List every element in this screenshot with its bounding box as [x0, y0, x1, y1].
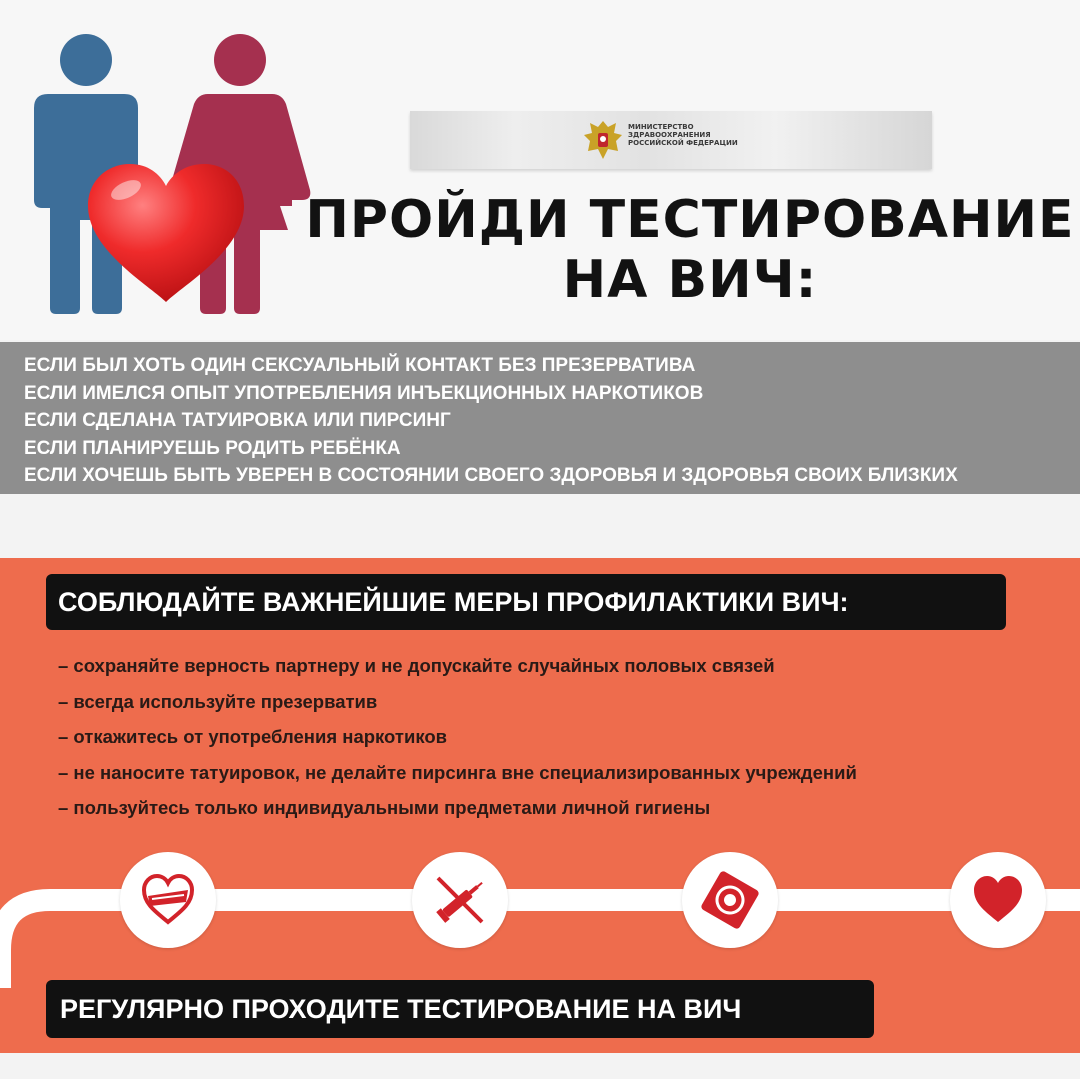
- page-title: [300, 190, 1080, 310]
- ministry-logo-banner: [410, 111, 932, 169]
- condom-circle: [682, 852, 778, 948]
- condition-item: ЕСЛИ СДЕЛАНА ТАТУИРОВКА ИЛИ ПИРСИНГ: [24, 410, 451, 431]
- coat-of-arms-icon: [578, 115, 628, 165]
- title-line-1: ПРОЙДИ ТЕСТИРОВАНИЕ: [305, 190, 1075, 250]
- condition-item: ЕСЛИ ХОЧЕШЬ БЫТЬ УВЕРЕН В СОСТОЯНИИ СВОЕГО ЗДОРОВЬЯ И ЗДОРОВЬЯ СВОИХ БЛИЗКИХ: [24, 465, 958, 486]
- condition-item: ЕСЛИ БЫЛ ХОТЬ ОДИН СЕКСУАЛЬНЫЙ КОНТАКТ БЕЗ ПРЕЗЕРВАТИВА: [24, 355, 696, 376]
- ministry-name: [628, 123, 788, 147]
- condition-item: ЕСЛИ ИМЕЛСЯ ОПЫТ УПОТРЕБЛЕНИЯ ИНЪЕКЦИОННЫХ НАРКОТИКОВ: [24, 382, 704, 404]
- title-line-2: НА ВИЧ:: [562, 250, 818, 310]
- condom-icon: [700, 870, 760, 930]
- testing-call-to-action: РЕГУЛЯРНО ПРОХОДИТЕ ТЕСТИРОВАНИЕ НА ВИЧ: [46, 980, 874, 1038]
- prevention-item: – откажитесь от употребления наркотиков: [58, 726, 448, 747]
- prevention-item: – сохраняйте верность партнеру и не допускайте случайных половых связей: [58, 655, 775, 676]
- couple-illustration: [30, 30, 320, 320]
- prevention-list: [58, 648, 1068, 826]
- crossed-syringe-icon: [430, 870, 490, 930]
- prevention-heading: СОБЛЮДАЙТЕ ВАЖНЕЙШИЕ МЕРЫ ПРОФИЛАКТИКИ ВИЧ:: [46, 574, 1006, 630]
- conditions-list: [0, 342, 1080, 490]
- ministry-line-2: ЗДРАВООХРАНЕНИЯ: [628, 131, 711, 139]
- heart-circle: [950, 852, 1046, 948]
- heart-ribbon-circle: [120, 852, 216, 948]
- bottom-margin: [0, 1053, 1080, 1079]
- heart-ribbon-icon: [138, 870, 198, 930]
- syringe-circle: [412, 852, 508, 948]
- conditions-band: [0, 342, 1080, 494]
- heart-icon: [968, 870, 1028, 930]
- condition-item: ЕСЛИ ПЛАНИРУЕШЬ РОДИТЬ РЕБЁНКА: [24, 437, 401, 459]
- prevention-item: – не наносите татуировок, не делайте пирсинга вне специализированных учреждений: [58, 761, 857, 783]
- ministry-line-1: МИНИСТЕРСТВО: [628, 123, 694, 131]
- prevention-item: – всегда используйте презерватив: [58, 690, 378, 712]
- prevention-item: – пользуйтесь только индивидуальными предметами личной гигиены: [58, 797, 711, 818]
- ministry-line-3: РОССИЙСКОЙ ФЕДЕРАЦИИ: [628, 139, 738, 147]
